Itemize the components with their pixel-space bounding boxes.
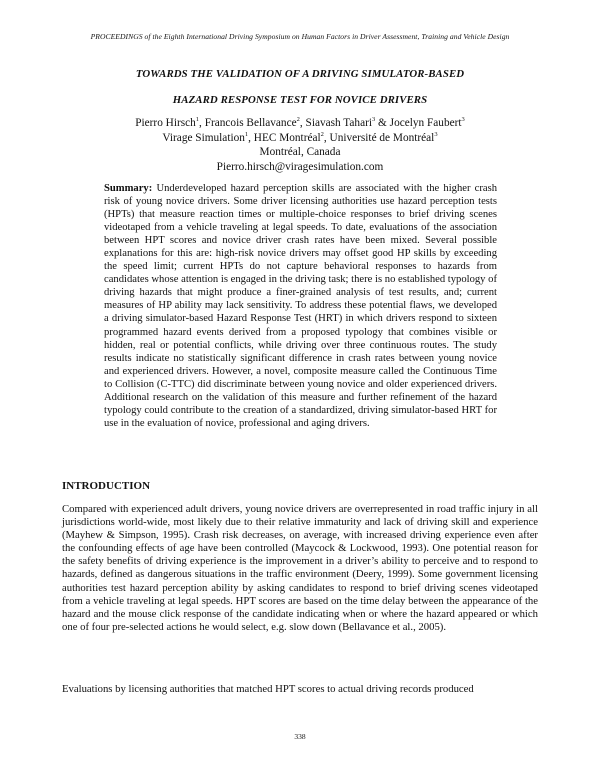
author-block bbox=[60, 116, 540, 174]
author-separator: , bbox=[299, 117, 306, 129]
running-header: PROCEEDINGS of the Eighth International Driving Symposium on Human Factors in Driver Assessment, Training and Vehicle Design bbox=[90, 32, 510, 41]
affiliation-name: Virage Simulation bbox=[162, 131, 245, 144]
introduction-paragraph-1: Compared with experienced adult drivers, young novice drivers are overrepresented in road traffic injury in all jurisdictions world-wide, most likely due to their relative immaturity and lack of driving skill and experience (Mayhew & Simpson, 1995). Crash risk decreases, on average, with increased driving experience even after the confounding effects of age have been controlled (Maycock & Lockwood, 1993). One potential reason for the safety benefits of driving experience is the improvement in a driver’s ability to perceive and to respond to hazards, defined as dangerous situations in the traffic environment (Deery, 1999). Some government licensing authorities test hazard perception ability by asking candidates to respond to brief driving scenes videotaped from a vehicle traveling at legal speeds. HPT scores are based on the time delay between the appearance of the hazard and the mouse click response of the candidate indicating when or where the hazard appeared or which one of four pre-selected actions he would select, e.g. slow down (Bellavance et al., 2005). bbox=[62, 503, 538, 633]
author-superscript: 2 bbox=[296, 116, 300, 124]
paper-title-line-2: HAZARD RESPONSE TEST FOR NOVICE DRIVERS bbox=[172, 94, 428, 106]
author-superscript: 3 bbox=[461, 116, 465, 124]
page-number: 338 bbox=[294, 732, 306, 741]
author-email: Pierro.hirsch@viragesimulation.com bbox=[216, 160, 384, 173]
summary-text: Underdeveloped hazard perception skills are associated with the higher crash risk of young novice drivers. Some driver licensing authorities use hazard perception tests (HPTs) that measure reaction times or multiple-choice responses to brief driving scenes videotaped from a vehicle traveling at legal speeds. To date, evaluations of the association between HPT scores and novice driver crash rates have been mixed. Several possible explanations for this are: high-risk novice drivers may offset good HP skills by exceeding the speed limit; current HPTs do not capture behavioral responses to hazards from candidates whose attention is engaged in the driving task; there is no established typology of driving hazards that might produce a finer-grained analysis of test results, and; current measures of HP ability may lack sensitivity. To address these potential flaws, we developed a driving simulator-based Hazard Response Test (HRT) in which drivers respond to sixteen programmed hazard events derived from a proposed typology that combines visible or hidden, real or potential conflicts, while driving over three continuous routes. The study results indicate no statistically significant difference in crash rates between young novice and experienced drivers. However, a novel, composite measure called the Continuous Time to Collision (C-TTC) did discriminate between young novice and older experienced drivers. Additional research on the validation of this measure and further refinement of the hazard typology could contribute to the creation of a standardized, driving simulator-based HRT for use in the evaluation of novice, professional and aging drivers. bbox=[104, 183, 498, 429]
author-name: Siavash Tahari bbox=[305, 117, 372, 129]
author-name: Pierro Hirsch bbox=[135, 117, 196, 129]
author-names bbox=[60, 116, 540, 131]
paper-title-line-1: TOWARDS THE VALIDATION OF A DRIVING SIMULATOR-BASED bbox=[135, 68, 465, 80]
affiliation-superscript: 2 bbox=[320, 130, 324, 138]
author-name: Jocelyn Faubert bbox=[389, 117, 462, 129]
affiliation-separator: , bbox=[248, 131, 254, 144]
section-heading-introduction: INTRODUCTION bbox=[62, 480, 151, 492]
author-superscript: 1 bbox=[195, 116, 200, 124]
author-name: Francois Bellavance bbox=[204, 117, 297, 129]
summary-abstract bbox=[104, 182, 497, 430]
introduction-paragraph-2: Evaluations by licensing authorities that matched HPT scores to actual driving records produced bbox=[62, 683, 474, 695]
affiliation-name: Université de Montréal bbox=[329, 131, 435, 144]
affiliation-superscript: 3 bbox=[434, 130, 438, 138]
affiliation-separator: , bbox=[323, 131, 330, 144]
author-separator: & bbox=[375, 117, 390, 129]
affiliation-name: HEC Montréal bbox=[253, 131, 321, 144]
summary-label: Summary: bbox=[104, 183, 153, 194]
author-location: Montréal, Canada bbox=[259, 146, 341, 158]
author-separator: , bbox=[199, 117, 205, 129]
affiliation-superscript: 1 bbox=[244, 130, 249, 138]
author-superscript: 3 bbox=[371, 116, 376, 124]
author-affiliations bbox=[60, 131, 540, 146]
